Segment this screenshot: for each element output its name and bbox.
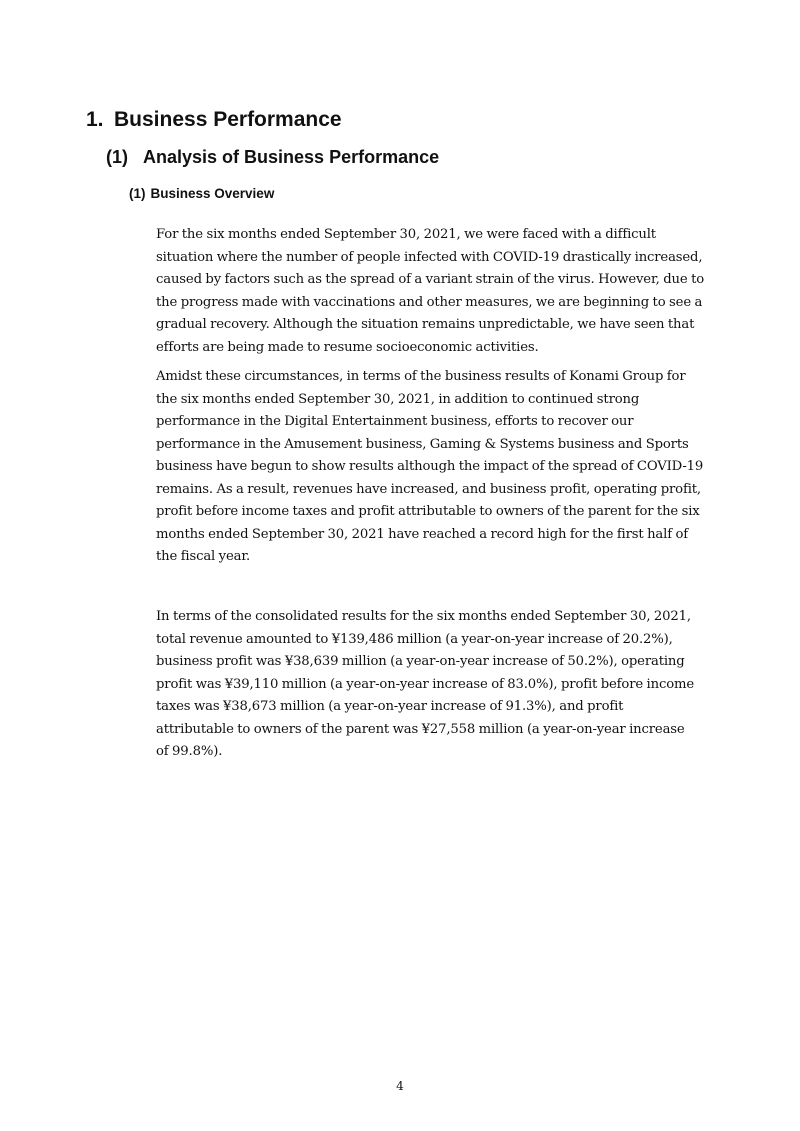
section-title: Business Performance xyxy=(114,108,342,131)
subsubsection-number: (1) xyxy=(129,186,146,201)
paragraph-business-results xyxy=(156,366,704,569)
paragraph-line: the fiscal year. xyxy=(156,549,251,564)
subsection-number: (1) xyxy=(106,147,128,167)
paragraph-consolidated-results xyxy=(156,606,696,764)
paragraph-line: the six months ended September 30, 2021, in addition to continued strong xyxy=(156,391,640,407)
paragraph-line: total revenue amounted to ¥139,486 million (a year-on-year increase of 20.2%), xyxy=(156,631,673,647)
paragraph-line: profit was ¥39,110 million (a year-on-year increase of 83.0%), profit before income xyxy=(156,676,694,692)
paragraph-line: profit before income taxes and profit attributable to owners of the parent for the six xyxy=(156,504,700,519)
paragraph-line: In terms of the consolidated results for the six months ended September 30, 2021, xyxy=(156,609,691,624)
paragraph-line: business have begun to show results although the impact of the spread of COVID-19 xyxy=(156,459,704,474)
subsection-title: Analysis of Business Performance xyxy=(143,147,440,167)
paragraph-covid-situation xyxy=(156,224,705,359)
subsection-heading xyxy=(106,145,439,169)
page-number: 4 xyxy=(396,1079,404,1093)
subsubsection-heading xyxy=(129,185,274,203)
paragraph-line: performance in the Amusement business, Gaming & Systems business and Sports xyxy=(156,436,689,452)
paragraph-line: months ended September 30, 2021 have reached a record high for the first half of xyxy=(156,526,689,542)
paragraph-line: the progress made with vaccinations and other measures, we are beginning to see a xyxy=(156,294,703,310)
subsubsection-title: Business Overview xyxy=(150,186,275,201)
paragraph-line: caused by factors such as the spread of a variant strain of the virus. However, due to xyxy=(156,272,705,287)
paragraph-line: For the six months ended September 30, 2021, we were faced with a difficult xyxy=(156,227,656,242)
paragraph-line: business profit was ¥38,639 million (a year-on-year increase of 50.2%), operating xyxy=(156,654,685,669)
paragraph-line: taxes was ¥38,673 million (a year-on-year increase of 91.3%), and profit xyxy=(156,699,624,714)
paragraph-line: remains. As a result, revenues have increased, and business profit, operating profit, xyxy=(156,481,701,497)
paragraph-line: performance in the Digital Entertainment business, efforts to recover our xyxy=(156,414,634,429)
section-number: 1. xyxy=(86,108,104,131)
paragraph-line: attributable to owners of the parent was ¥27,558 million (a year-on-year increase xyxy=(156,721,685,737)
paragraph-line: efforts are being made to resume socioeconomic activities. xyxy=(156,339,539,355)
paragraph-line: gradual recovery. Although the situation remains unpredictable, we have seen that xyxy=(156,317,695,332)
paragraph-line: of 99.8%). xyxy=(156,744,223,759)
paragraph-line: Amidst these circumstances, in terms of the business results of Konami Group for xyxy=(156,369,686,384)
section-heading xyxy=(86,106,342,134)
paragraph-line: situation where the number of people infected with COVID-19 drastically increased, xyxy=(156,249,703,265)
